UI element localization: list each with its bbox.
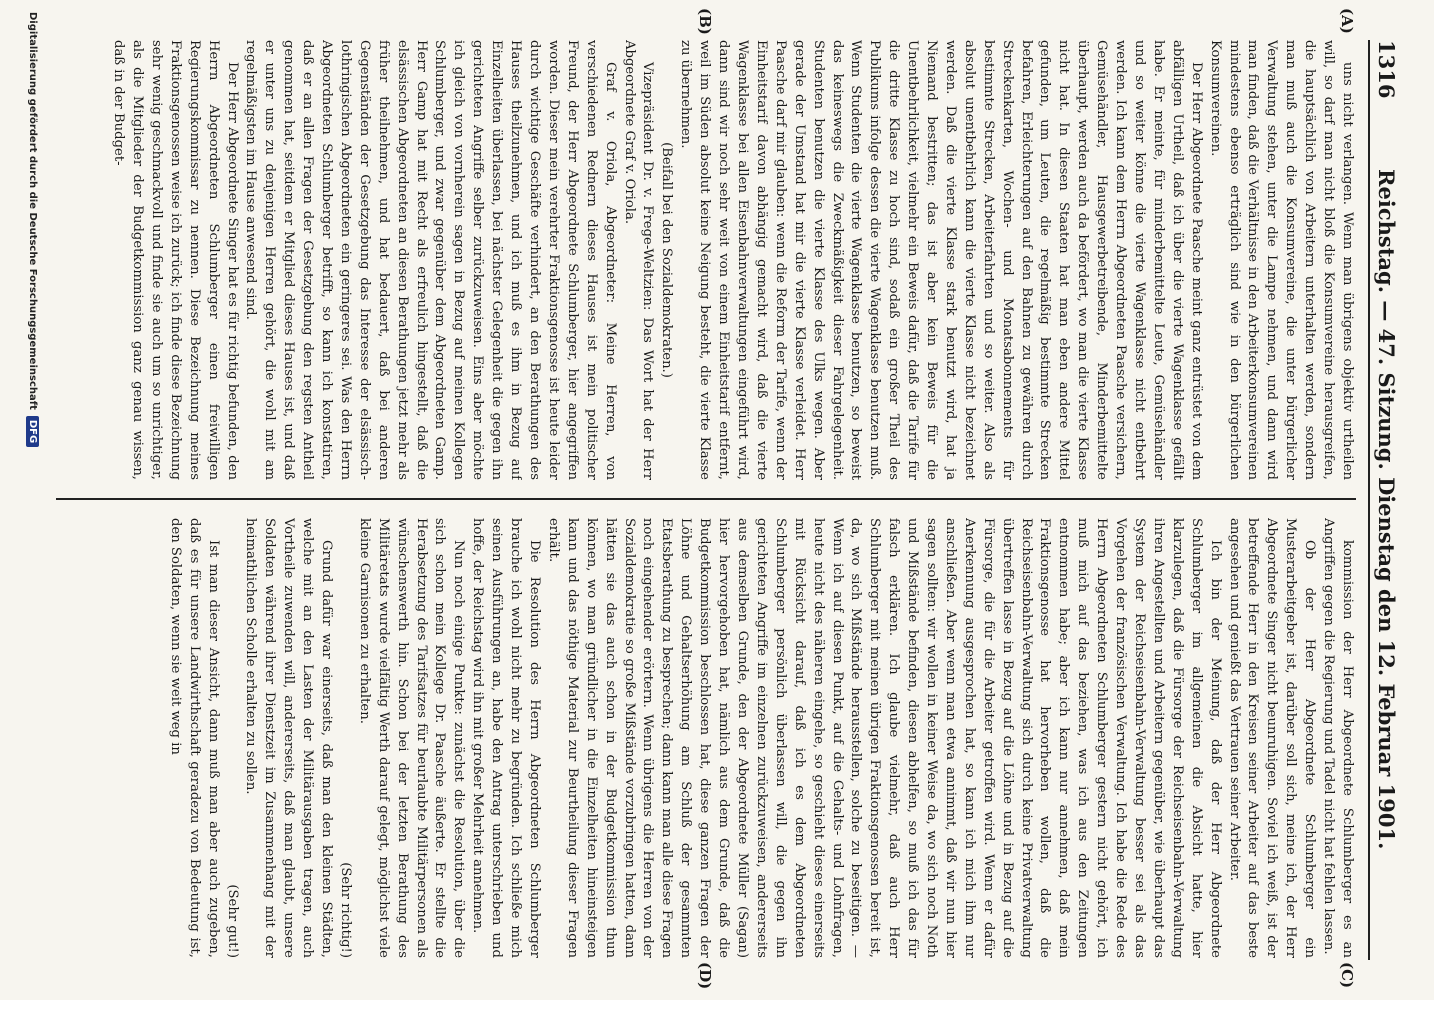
paragraph: Die Resolution des Herrn Abgeordneten Schlumberger brauche ich wohl nicht mehr zu begründen. Ich schließe mich seinen Ausführungen an, habe den Antrag unterschrieben und hoffe, der Reichstag wird ihn mit großer Mehrheit annehmen. (470, 518, 543, 958)
left-column (56, 40, 1356, 480)
paragraph: Grund dafür war einerseits, daß man den kleinen Städten, welche mit an den Lasten der Militärausgaben tragen, auch Vortheile zuwenden will, andererseits, daß man glaubt, unsere Soldaten während ihrer Dienstzeit im Zusammenhang mit der heimathlichen Scholle erhalten zu sollen. (243, 518, 335, 958)
margin-marker-c: (C) (1338, 962, 1356, 989)
paragraph: Der Herr Abgeordnete Paasche meint ganz entrüstet von dem abfälligen Urtheil, daß ich über die vierte Wagenklasse gefällt habe. Er meinte, für minderbemittelte Leute, Gemüsehändler und so weiter könne die vierte Wagenklasse nicht entbehrt werden. Ich kann dem Herrn Abgeordneten Paasche versichern, Gemüsehändler, Hausgewerbetreibende, Minderbemittelte überhaupt, werden auch da befördert, wo man die vierte Klasse nicht hat. In diesen Staaten hat man eben andere Mittel gefunden, um Leuten, die regelmäßig bestimmte Strecken befahren, Erleichterungen auf den Bahnen zu gewähren durch Streckenkarten, Wochen- und Monatsabonnements für bestimmte Strecken, Arbeiterfahrten und so weiter. Also als absolut unentbehrlich kann die vierte Klasse nicht bezeichnet werden. Daß die vierte Klasse stark benutzt wird, hat ja Niemand bestritten; das ist aber kein Beweis für die Unentbehrlichkeit, vielmehr ein Beweis dafür, daß die Tarife für die dritte Klasse zu hoch sind, sodaß ein großer Theil des Publikums infolge dessen die vierte Wagenklasse benutzen muß. Wenn Studenten die vierte Wagenklasse benutzen, so beweist das keineswegs die Zweckmäßigkeit dieser Fahrgelegenheit. Studenten benutzen die vierte Klasse des Ulks wegen. Aber gerade der Umstand hat mir die vierte Klasse verleidet. Herr Paasche darf mir glauben: wenn die Reform der Tarife, wenn der Einheitstarif davon abhängig gemacht wird, daß die vierte Wagenklasse bei allen Eisenbahnverwaltungen eingeführt wird, dann sind wir noch sehr weit von einem Einheitstarif entfernt, weil im Süden absolut keine Neigung besteht, die vierte Klasse zu übernehmen. (678, 40, 1204, 480)
paragraph: Ich bin der Meinung, daß der Herr Abgeordnete Schlumberger im allgemeinen die Absicht hatte, hier klarzulegen, daß die Fürsorge der Reichseisenbahn-Verwaltung ihren Angestellten und Arbeitern gegenüber, wie überhaupt das System der Reichseisenbahn-Verwaltung besser sei als das Vorgehen der französischen Verwaltung. Ich habe die Rede des Herrn Abgeordneten Schlumberger gestern nicht gehört, ich muß mich auf das beziehen, was ich aus den Zeitungen entnommen habe; aber ich kann nur annehmen, daß mein Fraktionsgenosse hat hervorheben wollen, daß die Reichseisenbahn-Verwaltung sich durch keine Privatverwaltung übertreffen lasse in Bezug auf die Löhne und in Bezug auf die Fürsorge, die für die Arbeiter getroffen wird. Wenn er dafür Anerkennung ausgesprochen hat, so kann ich mich ihm nur anschließen. Aber wenn man etwa annimmt, daß wir nun hier sagen sollten: wir wollen in keiner Weise da, wo sich noch Noth und Mißstände befinden, diesen abhelfen, so muß ich das für falsch erklären. Ich glaube vielmehr, daß auch Herr Schlumberger mit meinen übrigen Fraktionsgenossen bereit ist, da, wo sich Mißstände herausstellen, solche zu beseitigen. — Wenn ich auf diesen Punkt, auf die Gehalts- und Lohnfragen, heute nicht des näheren eingehe, so geschieht dieses einerseits mit Rücksicht darauf, daß ich es dem Abgeordneten Schlumberger persönlich überlassen will, die gegen ihn gerichteten Angriffe im einzelnen zurückzuweisen, andererseits aus demselben Grunde, den der Abgeordnete Müller (Sagan) hier hervorgehoben hat, nämlich aus dem Grunde, daß die Budgetkommission beschlossen hat, diese ganzen Fragen der Löhne und Gehaltserhöhung am Schluß der gesammten Etatsberathung zu besprechen; dann kann man alle diese Fragen noch eingehender erörtern. Wenn übrigens die Herren von der Sozialdemokratie so große Mißstände vorzubringen hatten, dann hätten sie das auch schon in der Budgetkommission thun können, wo man gründlicher in die Einzelheiten hineinsteigen kann und das nöthige Material zur Beurtheilung dieser Fragen erhält. (545, 518, 1223, 958)
stage-direction: (Sehr richtig!) (337, 862, 353, 958)
margin-marker-d: (D) (696, 962, 714, 990)
right-column (56, 518, 1356, 958)
page-header (1368, 40, 1404, 960)
column-divider (56, 498, 1356, 500)
running-title: Reichstag. — 47. Sitzung. Dienstag den 12. Februar 1901. (1374, 169, 1400, 850)
paragraph: kommission der Herr Abgeordnete Schlumberger es an Angriffen gegen die Regierung und Tadel nicht hat fehlen lassen. (1321, 518, 1355, 958)
dfg-logo: DFG (27, 416, 40, 447)
paragraph: Ob der Herr Abgeordnete Schlumberger ein Musterarbeitgeber ist, darüber soll sich, meine ich, der Herr Abgeordnete Singer nicht beunruhigen. Soviel ich weiß, ist der betreffende Herr in den Kreisen seiner Arbeiter auf das beste angesehen und genießt das Vertrauen seiner Arbeiter. (1226, 518, 1318, 958)
page-number: 1316 (1374, 40, 1400, 99)
paragraph: Vizepräsident Dr. v. Frege-Weltzien: Das Wort hat der Herr Abgeordnete Graf v. Oriola. (621, 40, 656, 480)
credit-text: Digitalisierung gefördert durch die Deutsche Forschungsgemeinschaft (27, 12, 39, 410)
digitization-credit (16, 0, 50, 1012)
stage-direction: (Sehr gut!) (224, 884, 240, 958)
paragraph: Ist man dieser Ansicht, dann muß man aber auch zugeben, daß es für unsere Landwirthschaft geradezu von Bedeutung ist, den Soldaten, wenn sie weit weg in (167, 518, 221, 958)
margin-marker-b: (B) (696, 8, 714, 35)
paragraph: Graf v. Oriola, Abgeordneter: Meine Herren, von verschiedenen Rednern dieses Hauses ist mein politischer Freund, der Herr Abgeordnete Schlumberger, hier angegriffen worden. Dieser mein verehrter Fraktionsgenosse ist heute leider durch wichtige Geschäfte verhindert, an den Berathungen des Hauses theilzunehmen, und ich muß es ihm in Bezug auf Einzelheiten überlassen, bei nächster Gelegenheit die gegen ihn gerichteten Angriffe selber zurückzuweisen. Eins aber möchte ich gleich von vornherein sagen in Bezug auf meinen Kollegen Schlumberger, und zwar gegenüber dem Abgeordneten Gamp. Herr Gamp hat mit Recht als erfreulich hingestellt, daß die elsässischen Abgeordneten an diesen Berathungen jetzt mehr als früher theilnehmen, und hat bedauert, daß bei anderen Gegenständen der Gesetzgebung das Interesse der elsässisch-lothringischen Abgeordneten ein geringeres sei. Was den Herrn Abgeordneten Schlumberger betrifft, so kann ich konstatiren, daß er an allen Fragen der Gesetzgebung den regsten Antheil genommen hat, seitdem er Mitglied dieses Hauses ist, und daß er unter uns zu denjenigen Herren gehört, die wohl mit am regelmäßigsten im Hause anwesend sind. (243, 40, 618, 480)
paragraph: Der Herr Abgeordnete Singer hat es für richtig befunden, den Herrn Abgeordneten Schlumberger einen freiwilligen Regierungskommissar zu nennen. Diese Bezeichnung meines Fraktionsgenossen weise ich zurück; ich finde diese Bezeichnung sehr wenig geschmackvoll und finde sie auch um so unrichtiger, als die Mitglieder der Budgetkommission ganz genau wissen, daß in der Budget- (111, 40, 240, 480)
stage-direction: (Beifall bei den Sozialdemokraten.) (659, 142, 675, 378)
paragraph: Nun noch einige Punkte: zunächst die Resolution, über die sich schon mein Kollege Dr. Paasche äußerte. Er stellte die Herabsetzung des Tarifsatzes für beurlaubte Militärpersonen als wünschenswerth hin. Schon bei der letzten Berathung des Militäretats wurde vielfältig Werth darauf gelegt, möglichst viele kleine Garnisonen zu erhalten. (356, 518, 467, 958)
paragraph: uns nicht verlangen. Wenn man übrigens objektiv urtheilen will, so darf man nicht bloß die Konsumvereine herausgreifen, die hauptsächlich von Arbeitern unterhalten werden, sondern man muß auch die Konsumvereine, die unter bürgerlicher Verwaltung stehen, unter die Lampe nehmen, und dann wird man finden, daß die Verhältnisse in den Arbeiterkonsumvereinen mindestens ebenso erträglich sind wie in den bürgerlichen Konsumvereinen. (1207, 40, 1355, 480)
margin-marker-a: (A) (1338, 8, 1356, 34)
